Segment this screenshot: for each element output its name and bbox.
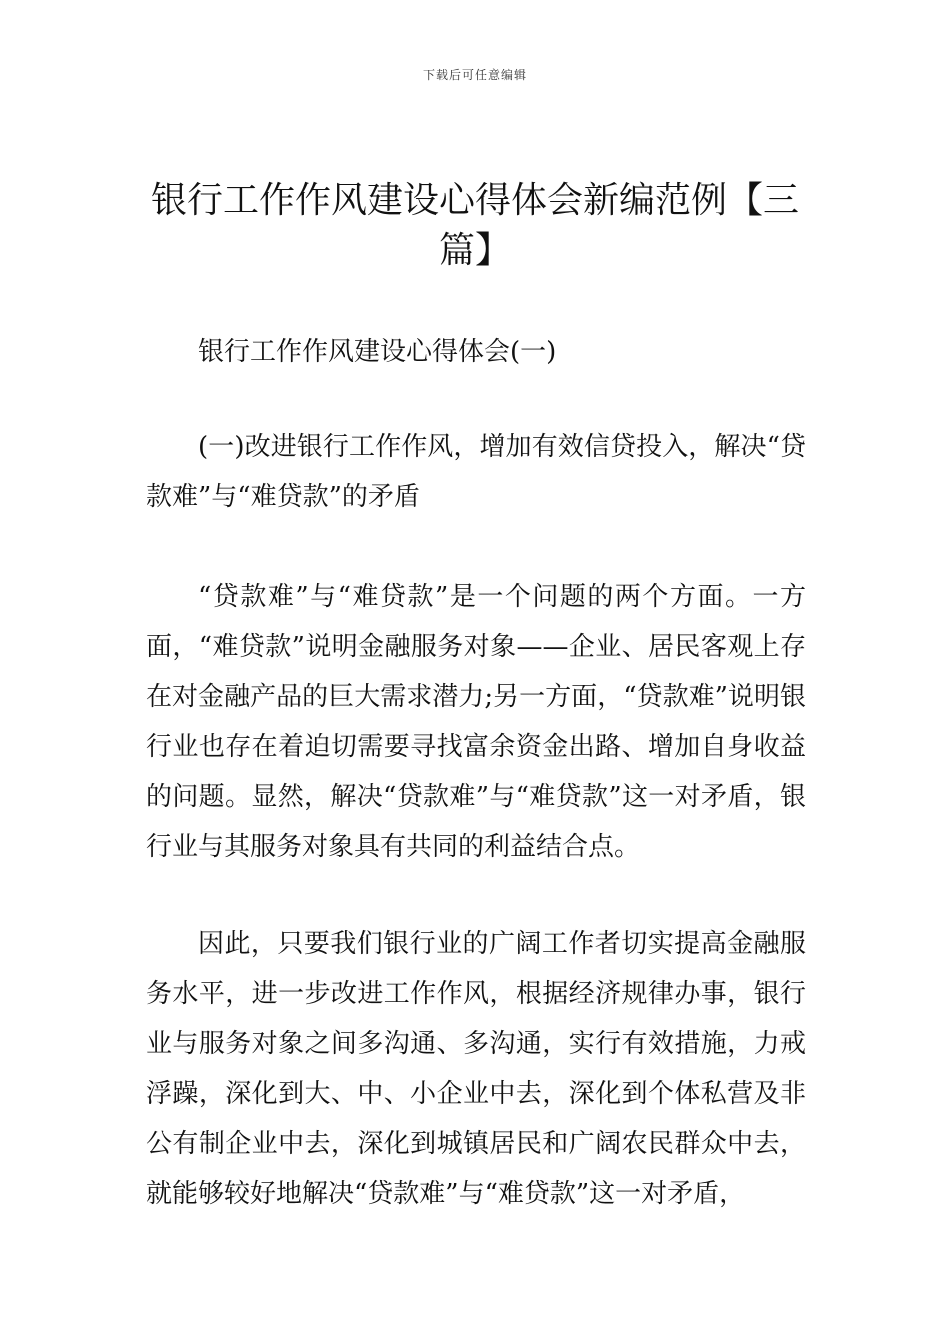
- subheading: (一)改进银行工作作风，增加有效信贷投入，解决“贷款难”与“难贷款”的矛盾: [146, 432, 806, 512]
- document-title: 银行工作作风建设心得体会新编范例【三篇】: [150, 180, 799, 271]
- body-paragraph: 因此，只要我们银行业的广阔工作者切实提高金融服务水平，进一步改进工作作风，根据经济规律办事，银行业与服务对象之间多沟通、多沟通，实行有效措施，力戒浮躁，深化到大、中、小企业中去，深化到个体私营及非公有制企业中去，深化到城镇居民和广阔农民群众中去，就能够较好地解决“贷款难”与“难贷款”这一对矛盾，: [146, 929, 806, 1209]
- section-heading: 银行工作作风建设心得体会(一): [198, 337, 557, 367]
- header-note: 下载后可任意编辑: [422, 68, 527, 82]
- body-paragraph: “贷款难”与“难贷款”是一个问题的两个方面。一方面，“难贷款”说明金融服务对象——企业、居民客观上存在对金融产品的巨大需求潜力;另一方面，“贷款难”说明银行业也存在着迫切需要寻找富余资金出路、增加自身收益的问题。显然，解决“贷款难”与“难贷款”这一对矛盾，银行业与其服务对象具有共同的利益结合点。: [146, 582, 806, 862]
